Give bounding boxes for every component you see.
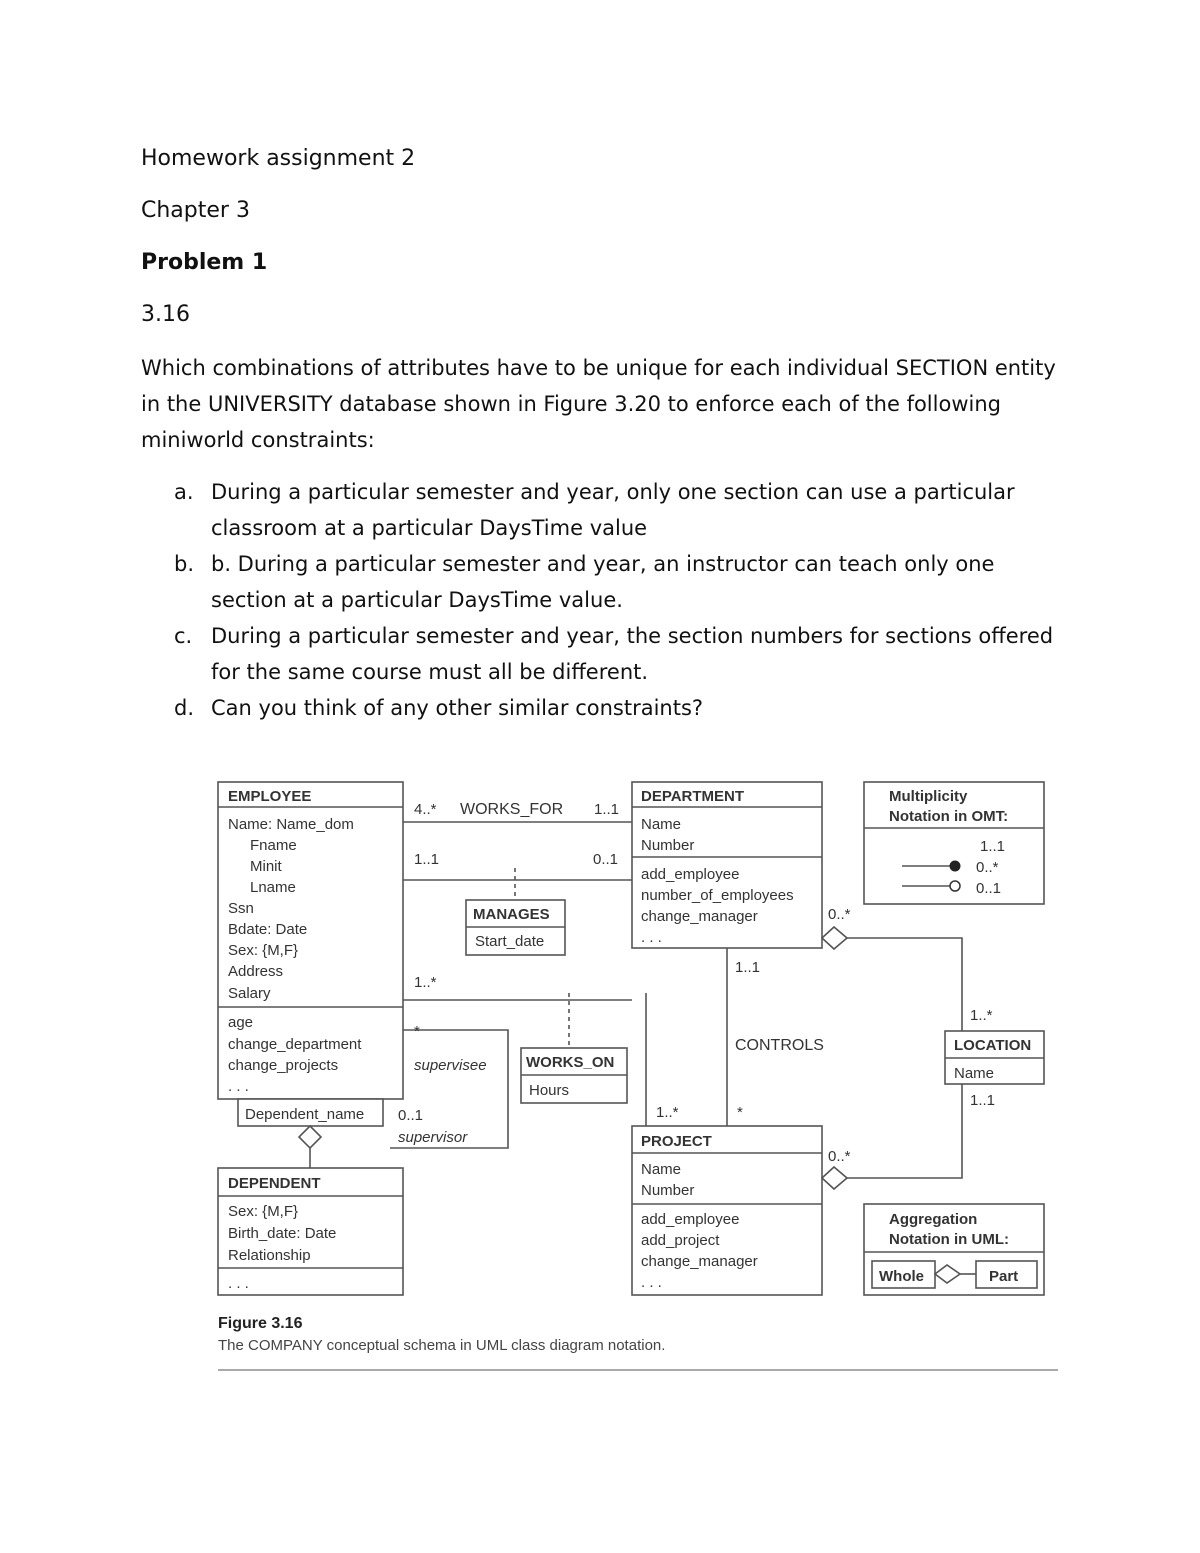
multiplicity-label: 0..* <box>828 1148 851 1165</box>
problem-heading: Problem 1 <box>141 250 268 275</box>
uml-legend-title: Notation in UML: <box>889 1231 1009 1248</box>
exercise-number: 3.16 <box>141 302 190 327</box>
employee-op: age <box>228 1014 254 1031</box>
multiplicity-label: 1..* <box>656 1104 679 1121</box>
department-class-name: DEPARTMENT <box>641 788 745 805</box>
dependent-attr: Birth_date: Date <box>228 1225 337 1242</box>
department-op: . . . <box>641 929 662 946</box>
omt-legend-item: 1..1 <box>980 838 1006 855</box>
multiplicity-label: * <box>737 1104 743 1121</box>
multiplicity-label: 4..* <box>414 801 437 818</box>
part-label: Part <box>989 1268 1019 1285</box>
list-item-text: Can you think of any other similar constraints? <box>211 696 704 720</box>
multiplicity-label: 1..1 <box>594 801 620 818</box>
list-marker: c. <box>174 624 193 648</box>
hollow-dot-icon <box>950 881 960 891</box>
question-text: Which combinations of attributes have to be unique for each individual SECTION entity in the UNIVERSITY database shown in Figure 3.20 to enforce each of the following miniworld constraints: <box>141 356 1056 452</box>
works-for-label: WORKS_FOR <box>460 801 564 818</box>
list-marker: b. <box>174 552 195 576</box>
multiplicity-label: 1..1 <box>414 851 440 868</box>
qualifier-label: Dependent_name <box>245 1106 365 1123</box>
location-class-name: LOCATION <box>954 1037 1032 1054</box>
omt-legend-item: 0..1 <box>976 880 1002 897</box>
dependent-attr: Relationship <box>228 1247 311 1264</box>
multiplicity-label: 0..* <box>828 906 851 923</box>
multiplicity-label: 0..1 <box>398 1107 424 1124</box>
department-location-line <box>847 938 962 1031</box>
project-op: add_employee <box>641 1211 740 1228</box>
employee-op: change_projects <box>228 1057 339 1074</box>
project-location-line <box>847 1084 962 1178</box>
omt-legend-title: Notation in OMT: <box>889 808 1009 825</box>
whole-label: Whole <box>879 1268 924 1285</box>
project-op: change_manager <box>641 1253 758 1270</box>
multiplicity-label: 1..1 <box>970 1092 996 1109</box>
multiplicity-label: 1..* <box>414 974 437 991</box>
employee-attr: Lname <box>250 879 296 896</box>
employee-attr: Fname <box>250 837 297 854</box>
employee-attr: Ssn <box>228 900 254 917</box>
works-on-class-name: WORKS_ON <box>526 1054 615 1071</box>
list-item-text: b. During a particular semester and year, an instructor can teach only one section at a particular DaysTime value. <box>211 552 995 612</box>
filled-dot-icon <box>950 861 960 871</box>
multiplicity-label: 0..1 <box>593 851 619 868</box>
list-marker: d. <box>174 696 195 720</box>
project-op: add_project <box>641 1232 720 1249</box>
dependent-class-name: DEPENDENT <box>228 1175 321 1192</box>
project-attr: Name <box>641 1161 682 1178</box>
multiplicity-label: 1..1 <box>735 959 761 976</box>
employee-attr: Minit <box>250 858 282 875</box>
employee-op: . . . <box>228 1078 249 1095</box>
controls-label: CONTROLS <box>735 1037 824 1054</box>
dependent-attr: Sex: {M,F} <box>228 1203 299 1220</box>
department-attr: Number <box>641 837 695 854</box>
employee-attr: Salary <box>228 985 271 1002</box>
uml-legend-title: Aggregation <box>889 1211 978 1228</box>
assignment-title: Homework assignment 2 <box>141 146 416 171</box>
list-item-text: During a particular semester and year, only one section can use a particular classroom at a particular DaysTime value <box>211 480 1015 540</box>
works-on-attr: Hours <box>529 1082 570 1099</box>
dependent-op: . . . <box>228 1275 249 1292</box>
department-op: change_manager <box>641 908 758 925</box>
list-marker: a. <box>174 480 194 504</box>
project-attr: Number <box>641 1182 695 1199</box>
omt-legend-title: Multiplicity <box>889 788 968 805</box>
location-attr: Name <box>954 1065 995 1082</box>
employee-attr: Sex: {M,F} <box>228 942 299 959</box>
employee-attr: Address <box>228 963 284 980</box>
project-class-name: PROJECT <box>641 1133 712 1150</box>
department-op: number_of_employees <box>641 887 794 904</box>
manages-attr: Start_date <box>475 933 545 950</box>
multiplicity-label: * <box>414 1023 420 1040</box>
chapter-heading: Chapter 3 <box>141 198 250 223</box>
figure-caption-text: The COMPANY conceptual schema in UML class diagram notation. <box>218 1337 666 1354</box>
department-attr: Name <box>641 816 682 833</box>
manages-class-name: MANAGES <box>473 906 550 923</box>
project-op: . . . <box>641 1274 662 1291</box>
multiplicity-label: 1..* <box>970 1007 993 1024</box>
department-op: add_employee <box>641 866 740 883</box>
employee-class-name: EMPLOYEE <box>228 788 312 805</box>
supervisee-label: supervisee <box>414 1057 487 1074</box>
supervisor-label: supervisor <box>398 1129 468 1146</box>
figure-caption-title: Figure 3.16 <box>218 1315 303 1332</box>
employee-attr: Name: Name_dom <box>228 816 354 833</box>
omt-legend-item: 0..* <box>976 859 999 876</box>
list-item-text: During a particular semester and year, the section numbers for sections offered for the same course must all be different. <box>211 624 1054 684</box>
employee-attr: Bdate: Date <box>228 921 308 938</box>
employee-op: change_department <box>228 1036 362 1053</box>
